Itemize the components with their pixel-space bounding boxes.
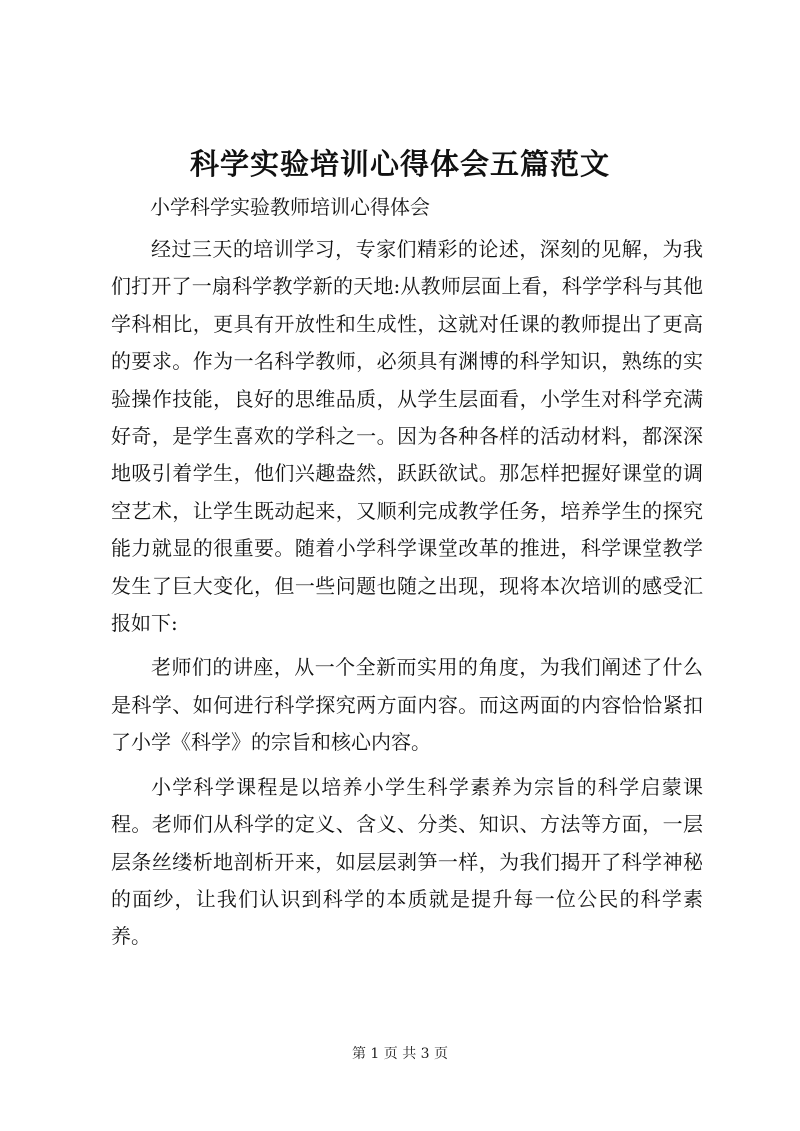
document-title: 科学实验培训心得体会五篇范文 <box>189 147 610 181</box>
body-paragraph-3: 小学科学课程是以培养小学生科学素养为宗旨的科学启蒙课程。老师们从科学的定义、含义、分类、知识、方法等方面，一层层条丝缕析地剖析开来，如层层剥笋一样，为我们揭开了科学神秘的面纱，让我们认识到科学的本质就是提升每一位公民的科学素养。 <box>111 774 703 949</box>
body-paragraph-2: 老师们的讲座，从一个全新而实用的角度，为我们阐述了什么是科学、如何进行科学探究两方面内容。而这两面的内容恰恰紧扣了小学《科学》的宗旨和核心内容。 <box>111 655 703 755</box>
document-body <box>111 231 703 963</box>
body-paragraph-1: 经过三天的培训学习，专家们精彩的论述，深刻的见解，为我们打开了一扇科学教学新的天地:从教师层面上看，科学学科与其他学科相比，更具有开放性和生成性，这就对任课的教师提出了更高的要求。作为一名科学教师，必须具有渊博的科学知识，熟练的实验操作技能，良好的思维品质，从学生层面看，小学生对科学充满好奇，是学生喜欢的学科之一。因为各种各样的活动材料，都深深地吸引着学生，他们兴趣盎然，跃跃欲试。那怎样把握好课堂的调空艺术，让学生既动起来，又顺利完成教学任务，培养学生的探究能力就显的很重要。随着小学科学课堂改革的推进，科学课堂教学发生了巨大变化，但一些问题也随之出现，现将本次培训的感受汇报如下: <box>111 237 703 636</box>
document-subtitle: 小学科学实验教师培训心得体会 <box>150 195 430 219</box>
page-number-footer: 第 1 页 共 3 页 <box>351 1046 449 1062</box>
